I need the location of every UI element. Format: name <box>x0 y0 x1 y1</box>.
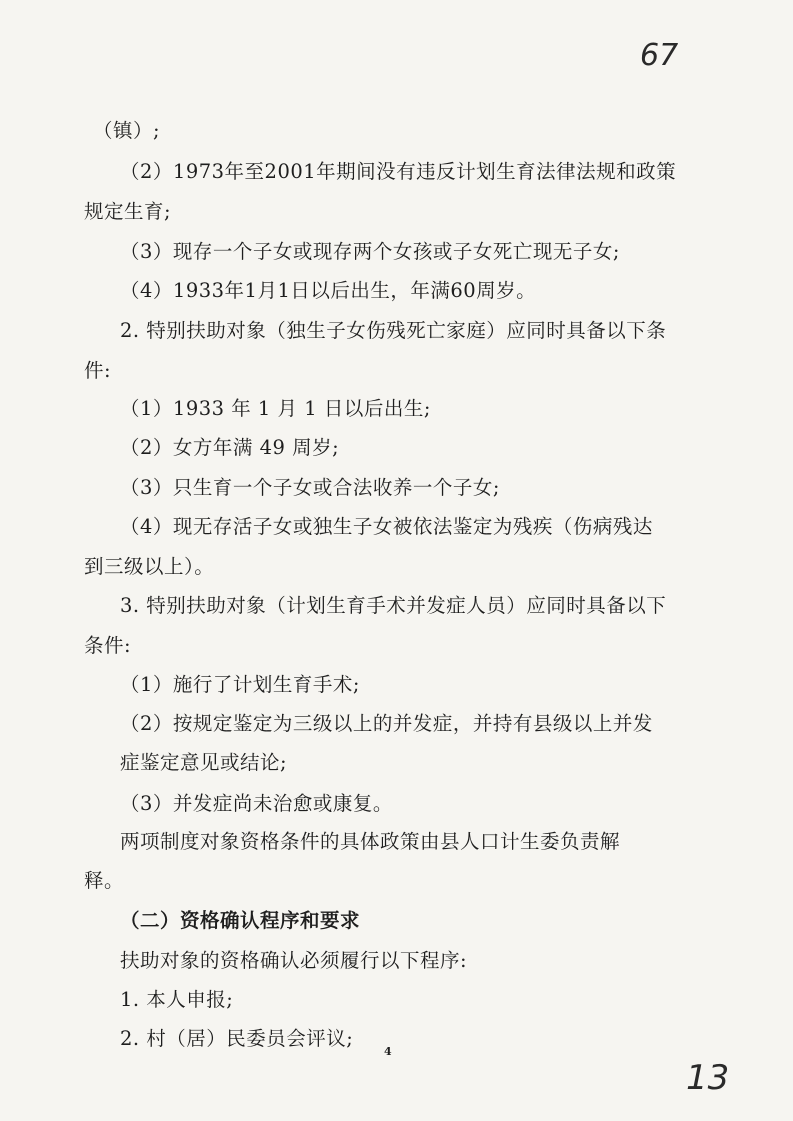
text-line-14: 条件: <box>84 634 132 657</box>
text-line-4: （3）现存一个子女或现存两个女孩或子女死亡现无子女; <box>120 240 620 263</box>
text-line-24: 2. 村（居）民委员会评议; <box>120 1027 354 1050</box>
text-line-23: 1. 本人申报; <box>120 988 234 1011</box>
handwritten-page-mark-top: 67 <box>640 38 679 73</box>
text-line-8: （1）1933 年 1 月 1 日以后出生; <box>120 397 431 420</box>
text-line-20: 释。 <box>84 869 125 892</box>
text-line-17: 症鉴定意见或结论; <box>120 751 288 774</box>
text-line-11: （4）现无存活子女或独生子女被依法鉴定为残疾（伤病残达 <box>120 515 653 538</box>
text-line-1: （镇）; <box>93 119 161 142</box>
text-line-18: （3）并发症尚未治愈或康复。 <box>120 792 393 815</box>
text-line-22: 扶助对象的资格确认必须履行以下程序: <box>120 949 468 972</box>
text-line-7: 件: <box>84 359 112 382</box>
text-line-2: （2）1973年至2001年期间没有违反计划生育法律法规和政策 <box>120 160 677 183</box>
text-line-3: 规定生育; <box>84 200 172 223</box>
text-line-13: 3. 特别扶助对象（计划生育手术并发症人员）应同时具备以下 <box>120 594 667 617</box>
text-line-6: 2. 特别扶助对象（独生子女伤残死亡家庭）应同时具备以下条 <box>120 319 667 342</box>
text-line-15: （1）施行了计划生育手术; <box>120 673 360 696</box>
handwritten-page-mark-bottom: 13 <box>686 1058 730 1098</box>
page-number: 4 <box>384 1045 392 1058</box>
text-line-5: （4）1933年1月1日以后出生，年满60周岁。 <box>120 279 537 302</box>
text-line-10: （3）只生育一个子女或合法收养一个子女; <box>120 476 500 499</box>
text-line-9: （2）女方年满 49 周岁; <box>120 436 340 459</box>
text-line-12: 到三级以上）。 <box>84 555 215 578</box>
text-line-16: （2）按规定鉴定为三级以上的并发症，并持有县级以上并发 <box>120 712 653 735</box>
section-heading: （二）资格确认程序和要求 <box>120 909 361 932</box>
text-line-19: 两项制度对象资格条件的具体政策由县人口计生委负责解 <box>120 830 621 853</box>
